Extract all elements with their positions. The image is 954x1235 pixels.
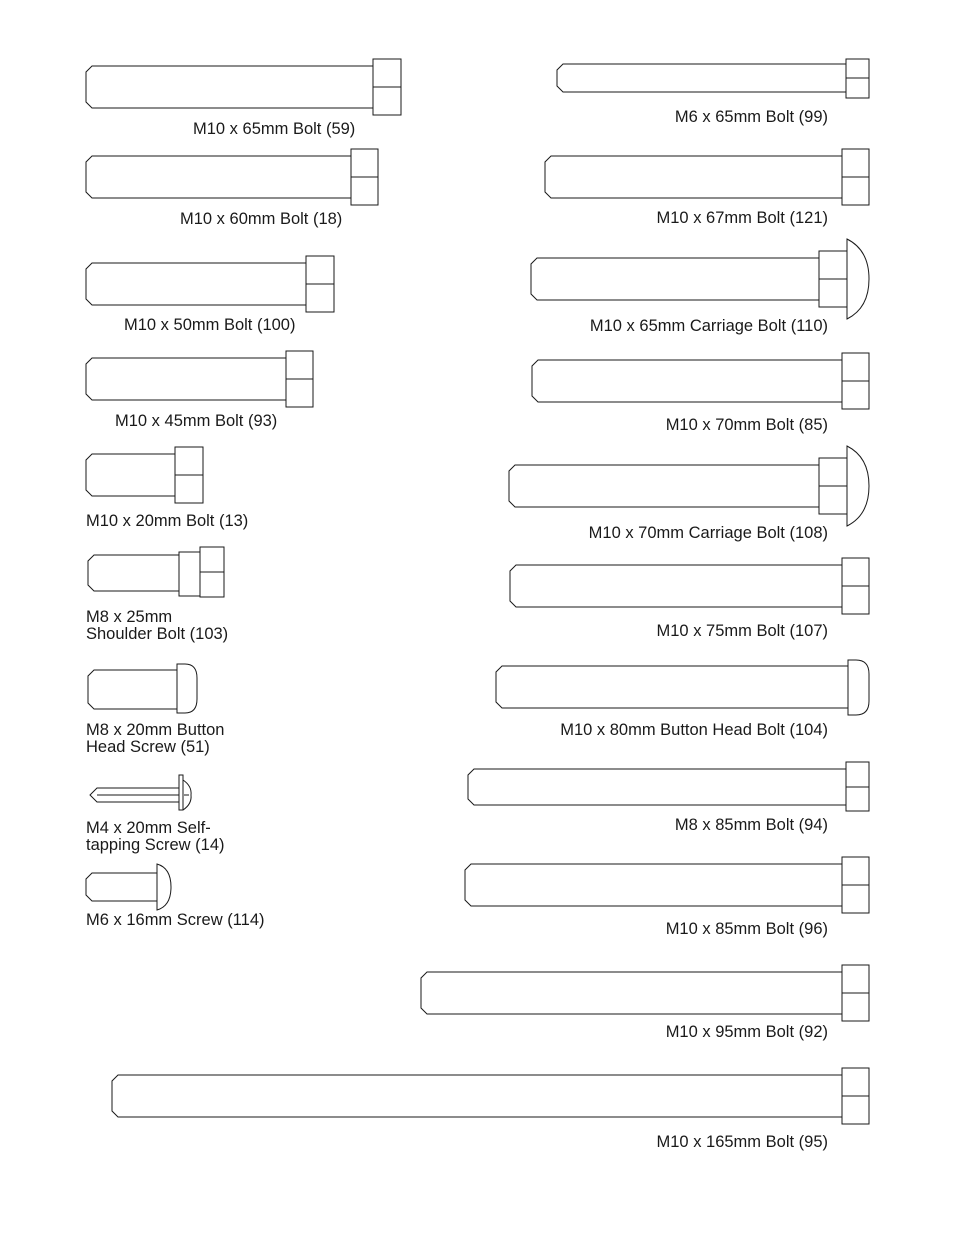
bolt-shank: [421, 972, 842, 1014]
part-label: M10 x 70mm Carriage Bolt (108): [588, 524, 828, 542]
part-label: M10 x 67mm Bolt (121): [656, 209, 828, 227]
bolt-13: [86, 447, 248, 530]
bolt-96: [465, 857, 869, 938]
bolt-shank: [496, 666, 848, 708]
part-label: M10 x 20mm Bolt (13): [86, 512, 249, 530]
shoulder: [179, 552, 200, 596]
bolt-shank: [509, 465, 819, 507]
button-head: [177, 664, 197, 713]
carriage-head: [847, 239, 869, 319]
part-label: M10 x 75mm Bolt (107): [656, 622, 828, 640]
part-label: M10 x 45mm Bolt (93): [115, 412, 278, 430]
part-label: M10 x 65mm Carriage Bolt (110): [589, 317, 828, 335]
part-label-line: M8 x 20mm Button: [86, 721, 225, 739]
part-label-line: Shoulder Bolt (103): [86, 625, 229, 643]
screw-114: [86, 864, 265, 929]
shoulder-bolt-103: [86, 547, 228, 643]
part-label: M10 x 165mm Bolt (95): [656, 1133, 828, 1151]
carriage-head: [847, 446, 869, 526]
bolt-94: [468, 762, 869, 834]
button-head: [848, 660, 869, 715]
bolt-shank: [112, 1075, 842, 1117]
part-label: M8 x 85mm Bolt (94): [674, 816, 828, 834]
carriage-bolt-110: [531, 239, 869, 335]
part-label: M6 x 65mm Bolt (99): [674, 108, 828, 126]
part-label: M10 x 85mm Bolt (96): [665, 920, 828, 938]
part-label-line: M8 x 25mm: [86, 608, 173, 626]
bolt-shank: [86, 454, 175, 496]
part-label: M10 x 65mm Bolt (59): [193, 120, 356, 138]
part-label: M10 x 60mm Bolt (18): [180, 210, 343, 228]
screw-head: [157, 864, 171, 910]
part-label-line: Head Screw (51): [86, 738, 210, 756]
self-tapping-screw-14: [86, 775, 225, 854]
bolt-95: [112, 1068, 869, 1151]
part-label: M6 x 16mm Screw (114): [86, 911, 265, 929]
bolt-shank: [465, 864, 842, 906]
bolt-121: [545, 149, 869, 227]
bolt-shank: [86, 358, 286, 400]
bolt-59: [86, 59, 401, 138]
bolt-shank: [468, 769, 846, 805]
bolt-shank: [557, 64, 846, 92]
bolt-93: [86, 351, 313, 430]
part-label-line: tapping Screw (14): [86, 836, 225, 854]
part-label: M10 x 70mm Bolt (85): [665, 416, 828, 434]
bolt-shank: [510, 565, 842, 607]
screw-shank: [88, 670, 177, 709]
part-label-line: M4 x 20mm Self-: [86, 819, 211, 837]
screw-head-flange: [179, 775, 183, 810]
bolt-shank: [86, 263, 306, 305]
carriage-bolt-108: [509, 446, 869, 542]
bolt-92: [421, 965, 869, 1041]
bolt-100: [86, 256, 334, 334]
bolt-99: [557, 59, 869, 126]
bolt-shank: [86, 156, 351, 198]
bolt-shank: [531, 258, 819, 300]
bolt-18: [86, 149, 378, 228]
bolt-shank: [532, 360, 842, 402]
part-label: M10 x 50mm Bolt (100): [124, 316, 296, 334]
part-label: M10 x 80mm Button Head Bolt (104): [560, 721, 828, 739]
bolt-107: [510, 558, 869, 640]
bolt-shank: [88, 555, 179, 591]
button-head-screw-51: [86, 664, 224, 756]
screw-shank: [86, 873, 157, 901]
bolt-shank: [545, 156, 842, 198]
part-label: M10 x 95mm Bolt (92): [665, 1023, 828, 1041]
button-head-bolt-104: [496, 660, 869, 739]
bolt-shank: [86, 66, 373, 108]
bolt-85: [532, 353, 869, 434]
